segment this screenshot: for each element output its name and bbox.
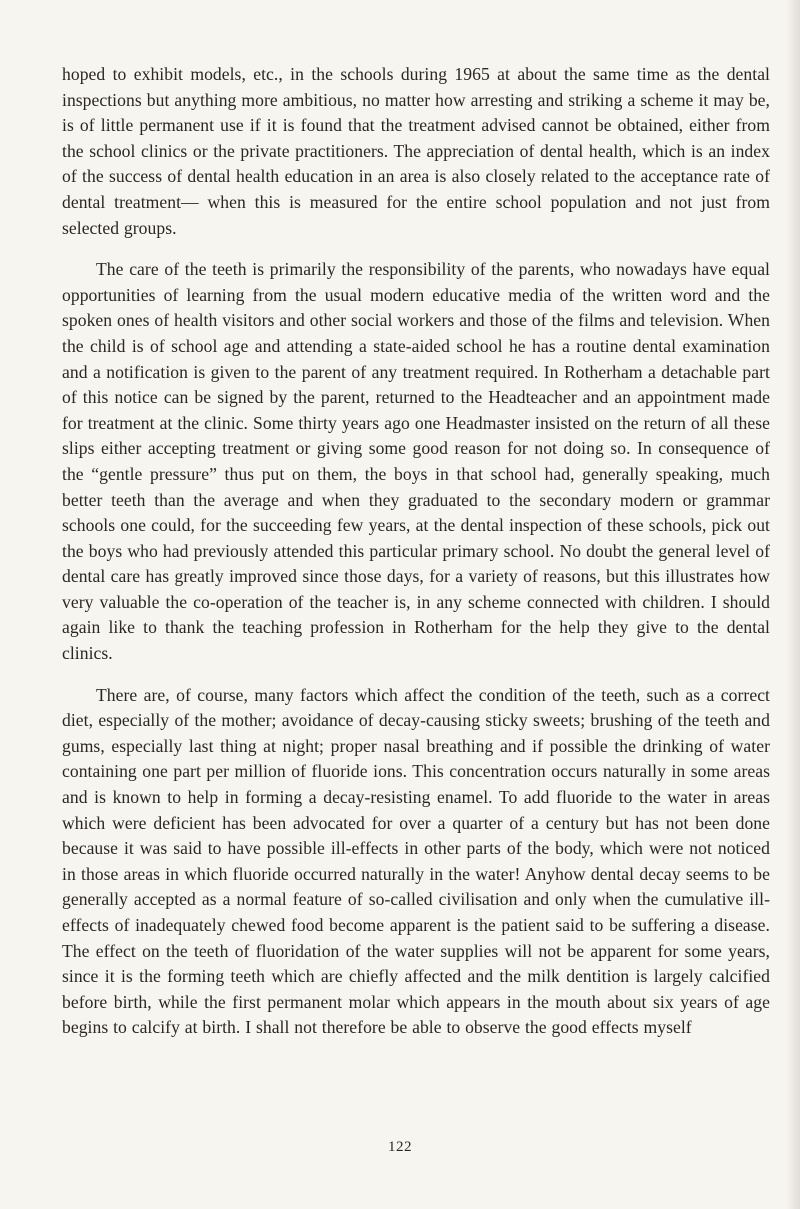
- page-number: 122: [388, 1139, 412, 1155]
- paragraph-factors-affecting-teeth: There are, of course, many factors which affect the condition of the teeth, such as a correct diet, especially of the mother; avoidance of decay-causing sticky sweets; brushing of the teeth and gums, especially last thing at night; proper nasal breathing and if possible the drinking of water containing one part per million of fluoride ions. This concentration occurs naturally in some areas and is known to help in forming a decay-resisting enamel. To add fluoride to the water in areas which were deficient has been advocated for over a quarter of a century but has not been done because it was said to have possible ill-effects in other parts of the body, which were not noticed in those areas in which fluoride occurred naturally in the water! Anyhow dental decay seems to be generally accepted as a normal feature of so-called civilisation and only when the cumulative ill-effects of inadequately chewed food become apparent is the patient said to be suffering a disease. The effect on the teeth of fluoridation of the water supplies will not be apparent for some years, since it is the forming teeth which are chiefly affected and the milk dentition is largely calcified before birth, while the first permanent molar which appears in the mouth about six years of age begins to calcify at birth. I shall not therefore be able to observe the good effects myself: [62, 684, 770, 1038]
- body-text: [62, 62, 770, 1057]
- paragraph-dental-health-education: hoped to exhibit models, etc., in the schools during 1965 at about the same time as the dental inspections but anything more ambitious, no matter how arresting and striking a scheme it may be, is of little permanent use if it is found that the treatment advised cannot be obtained, either from the school clinics or the private practitioners. The appreciation of dental health, which is an index of the success of dental health education in an area is also closely related to the acceptance rate of dental treatment— when this is measured for the entire school population and not just from selected groups.: [62, 64, 770, 238]
- page-edge-shadow: [786, 0, 800, 1209]
- paragraph-parental-responsibility: The care of the teeth is primarily the responsibility of the parents, who nowadays have equal opportunities of learning from the usual modern educative media of the written word and the spoken ones of health visitors and other social workers and those of the films and television. When the child is of school age and attending a state-aided school he has a routine dental examination and a notification is given to the parent of any treatment required. In Rotherham a detachable part of this notice can be signed by the parent, returned to the Headteacher and an appointment made for treatment at the clinic. Some thirty years ago one Headmaster insisted on the return of all these slips either accepting treatment or giving some good reason for not doing so. In consequence of the “gentle pressure” thus put on them, the boys in that school had, generally speaking, much better teeth than the average and when they graduated to the secondary modern or grammar schools one could, for the succeeding few years, at the dental inspection of these schools, pick out the boys who had previously attended this particular primary school. No doubt the general level of dental care has greatly improved since those days, for a variety of reasons, but this illustrates how very valuable the co-operation of the teacher is, in any scheme connected with children. I should again like to thank the teaching profession in Rotherham for the help they give to the dental clinics.: [62, 259, 770, 664]
